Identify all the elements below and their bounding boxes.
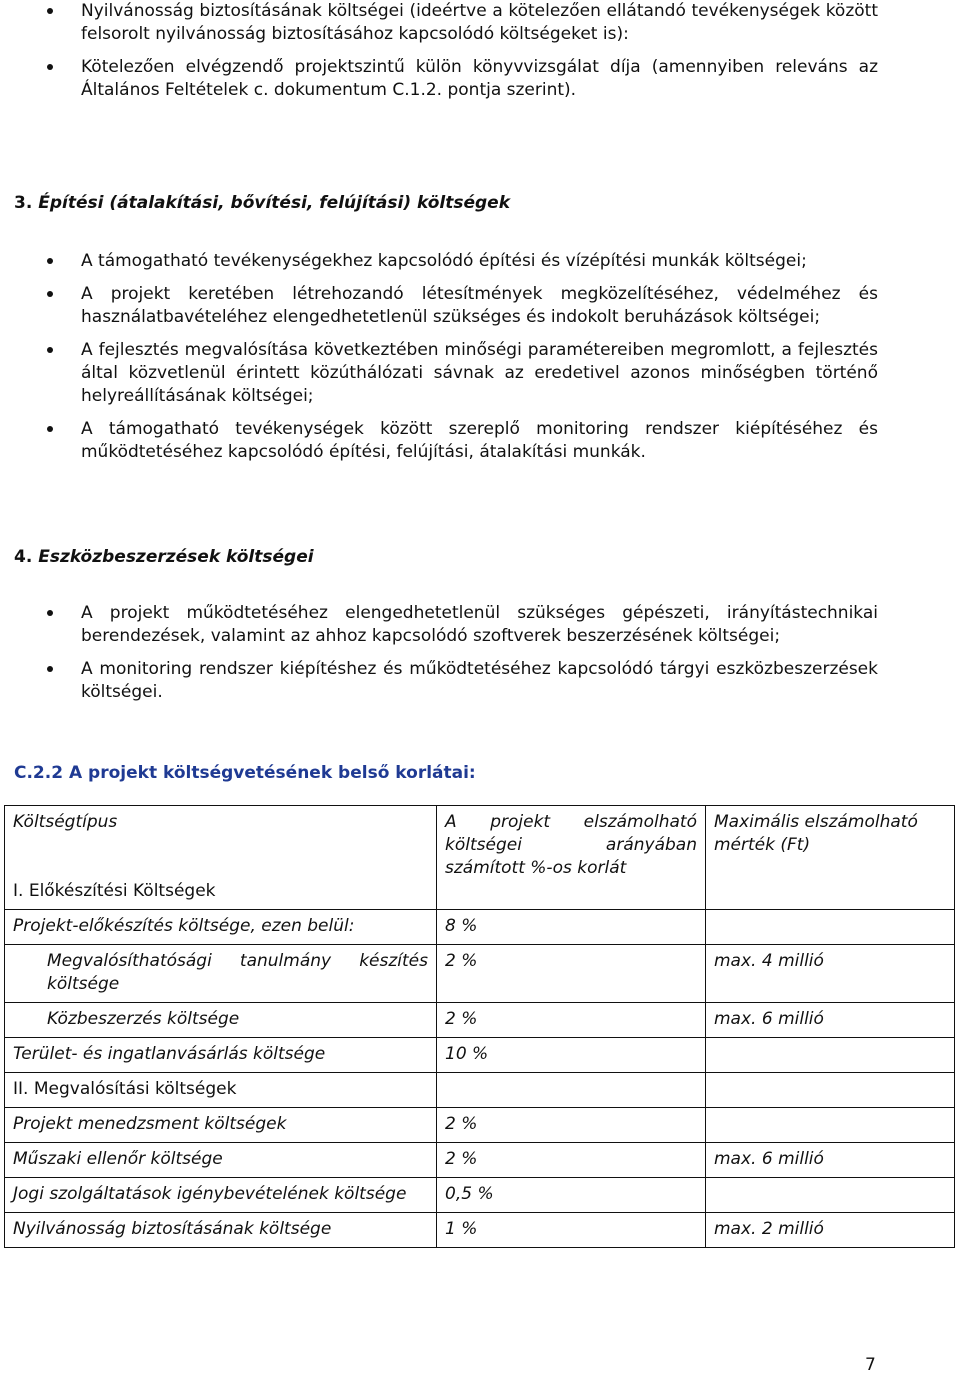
section-4-heading [14,546,314,569]
table-row [5,945,955,1003]
category-implementation-label: II. Megvalósítási költségek [5,1073,437,1108]
section-c22-heading: C.2.2 A projekt költségvetésének belső korlátai: [14,763,476,783]
percent-cell: 1 % [437,1213,706,1248]
max-cell [706,910,955,945]
section-title: Eszközbeszerzések költségei [38,547,314,567]
cost-limits-table [4,805,955,1248]
section-number: 3. [14,193,33,213]
intro-bullet-list [0,0,960,102]
max-cell [706,1073,955,1108]
list-item: A fejlesztés megvalósítása következtében minőségi paramétereiben megromlott, a fejlesztés által közvetlenül érintett közúthálózati sávnak az eredetivel azonos minőségben történő helyreállításának költségei; [0,339,960,408]
cost-type-cell: Projekt menedzsment költségek [5,1108,437,1143]
cost-type-cell: Megvalósíthatósági tanulmány készítés költsége [5,945,437,1003]
table-row [5,1003,955,1038]
percent-cell: 2 % [437,1108,706,1143]
table-row [5,1108,955,1143]
cost-type-cell: Projekt-előkészítés költsége, ezen belül: [5,910,437,945]
list-item: A projekt keretében létrehozandó létesítmények megközelítéséhez, védelméhez és használatbavételéhez elengedhetetlenül szükséges és indokolt beruházások költségei; [0,283,960,329]
max-cell [706,1038,955,1073]
cost-type-cell: Jogi szolgáltatások igénybevételének költsége [5,1178,437,1213]
table-row [5,1038,955,1073]
list-item: A monitoring rendszer kiépítéshez és működtetéséhez kapcsolódó tárgyi eszközbeszerzések költségei. [0,658,960,704]
percent-cell: 0,5 % [437,1178,706,1213]
section-4-bullet-list [0,602,960,704]
header-max-amount: Maximális elszámolható mérték (Ft) [706,806,955,910]
cost-type-cell: Közbeszerzés költsége [5,1003,437,1038]
table-row [5,1073,955,1108]
section-3-bullet-list [0,250,960,464]
list-item: A támogatható tevékenységekhez kapcsolódó építési és vízépítési munkák költségei; [0,250,960,273]
table-row [5,1213,955,1248]
max-cell: max. 2 millió [706,1213,955,1248]
list-item: Kötelezően elvégzendő projektszintű külön könyvvizsgálat díja (amennyiben releváns az Általános Feltételek c. dokumentum C.1.2. pontja szerint). [0,56,960,102]
max-cell: max. 6 millió [706,1143,955,1178]
percent-cell: 8 % [437,910,706,945]
header-cost-type-label: Költségtípus [13,812,118,832]
category-preparation-label: I. Előkészítési Költségek [13,881,216,901]
section-title: Építési (átalakítási, bővítési, felújítási) költségek [38,193,511,213]
table-header-row [5,806,955,910]
max-cell: max. 4 millió [706,945,955,1003]
header-percent-limit: A projekt elszámolható költségei arányában számított %-os korlát [437,806,706,910]
cost-type-cell: Terület- és ingatlanvásárlás költsége [5,1038,437,1073]
percent-cell: 2 % [437,1143,706,1178]
max-cell: max. 6 millió [706,1003,955,1038]
table-row [5,1143,955,1178]
table-row [5,1178,955,1213]
section-number: 4. [14,547,33,567]
percent-cell: 10 % [437,1038,706,1073]
header-cost-type [5,806,437,910]
table-row [5,910,955,945]
list-item: A projekt működtetéséhez elengedhetetlenül szükséges gépészeti, irányítástechnikai berendezések, valamint az ahhoz kapcsolódó szoftverek beszerzésének költségei; [0,602,960,648]
section-3-heading [14,192,510,215]
percent-cell: 2 % [437,1003,706,1038]
cost-type-cell: Műszaki ellenőr költsége [5,1143,437,1178]
list-item: Nyilvánosság biztosításának költségei (ideértve a kötelezően ellátandó tevékenységek között felsorolt nyilvánosság biztosításához kapcsolódó költségeket is): [0,0,960,46]
max-cell [706,1178,955,1213]
percent-cell: 2 % [437,945,706,1003]
page-number: 7 [865,1355,876,1375]
list-item: A támogatható tevékenységek között szereplő monitoring rendszer kiépítéséhez és működtetéséhez kapcsolódó építési, felújítási, átalakítási munkák. [0,418,960,464]
cost-type-cell: Nyilvánosság biztosításának költsége [5,1213,437,1248]
percent-cell [437,1073,706,1108]
max-cell [706,1108,955,1143]
